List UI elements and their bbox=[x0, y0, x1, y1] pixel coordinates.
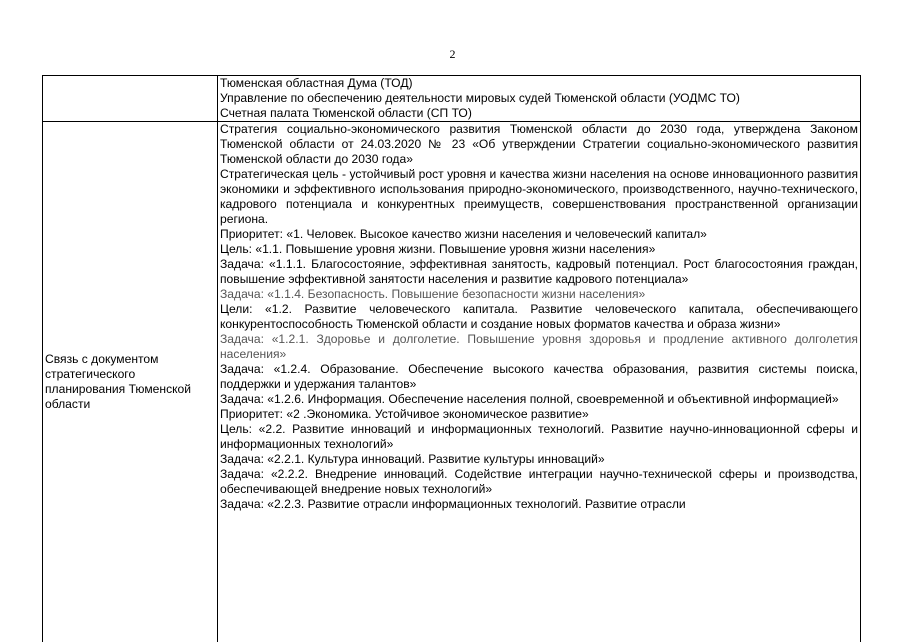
paragraph: Задача: «1.1.4. Безопасность. Повышение безопасности жизни населения» bbox=[220, 287, 858, 302]
paragraph: Задача: «1.2.6. Информация. Обеспечение населения полной, своевременной и объективной информацией» bbox=[220, 392, 858, 407]
paragraph-list bbox=[220, 122, 858, 641]
document-table bbox=[42, 75, 861, 642]
organization-line: Тюменская областная Дума (ТОД) bbox=[220, 76, 858, 91]
paragraph: Стратегическая цель - устойчивый рост уровня и качества жизни населения на основе инновационного развития экономики и эффективного использования природно-экономического, производственного, научно-технического, кадрового потенциала и конкурентных преимуществ, совершенствования пространственной организации региона. bbox=[220, 167, 858, 227]
table-row bbox=[43, 122, 861, 642]
paragraph: Задача: «2.2.3. Развитие отрасли информационных технологий. Развитие отрасли bbox=[220, 497, 858, 512]
paragraph: Цели: «1.2. Развитие человеческого капитала. Развитие человеческого капитала, обеспечивающего конкурентоспособность Тюменской области и создание новых форматов качества и образа жизни» bbox=[220, 302, 858, 332]
row2-content-cell bbox=[218, 122, 861, 642]
paragraph: Приоритет: «1. Человек. Высокое качество жизни населения и человеческий капитал» bbox=[220, 227, 858, 242]
row-label: Связь с документом стратегического планирования Тюменской области bbox=[43, 122, 218, 642]
paragraph: Цель: «1.1. Повышение уровня жизни. Повышение уровня жизни населения» bbox=[220, 242, 858, 257]
paragraph: Задача: «1.1.1. Благосостояние, эффективная занятость, кадровый потенциал. Рост благосостояния граждан, повышение эффективной занятости населения и развитие кадрового потенциала» bbox=[220, 257, 858, 287]
paragraph: Цель: «2.2. Развитие инноваций и информационных технологий. Развитие научно-инновационной сферы и информационных технологий» bbox=[220, 422, 858, 452]
row1-right-cell bbox=[218, 76, 861, 122]
paragraph: Задача: «2.2.1. Культура инноваций. Развитие культуры инноваций» bbox=[220, 452, 858, 467]
paragraph: Стратегия социально-экономического развития Тюменской области до 2030 года, утверждена Законом Тюменской области от 24.03.2020 № 23 «Об утверждении Стратегии социально-экономического развития Тюменской области до 2030 года» bbox=[220, 122, 858, 167]
paragraph: Приоритет: «2 .Экономика. Устойчивое экономическое развитие» bbox=[220, 407, 858, 422]
table-row bbox=[43, 76, 861, 122]
page-number: 2 bbox=[0, 47, 905, 61]
organization-line: Счетная палата Тюменской области (СП ТО) bbox=[220, 106, 858, 121]
paragraph: Задача: «2.2.2. Внедрение инноваций. Содействие интеграции научно-технической сферы и производства, обеспечивающей внедрение новых технологий» bbox=[220, 467, 858, 497]
paragraph: Задача: «1.2.1. Здоровье и долголетие. Повышение уровня здоровья и продление активного долголетия населения» bbox=[220, 332, 858, 362]
paragraph: Задача: «1.2.4. Образование. Обеспечение высокого качества образования, развития системы поиска, поддержки и удержания талантов» bbox=[220, 362, 858, 392]
row1-left-cell bbox=[43, 76, 218, 122]
organization-line: Управление по обеспечению деятельности мировых судей Тюменской области (УОДМС ТО) bbox=[220, 91, 858, 106]
